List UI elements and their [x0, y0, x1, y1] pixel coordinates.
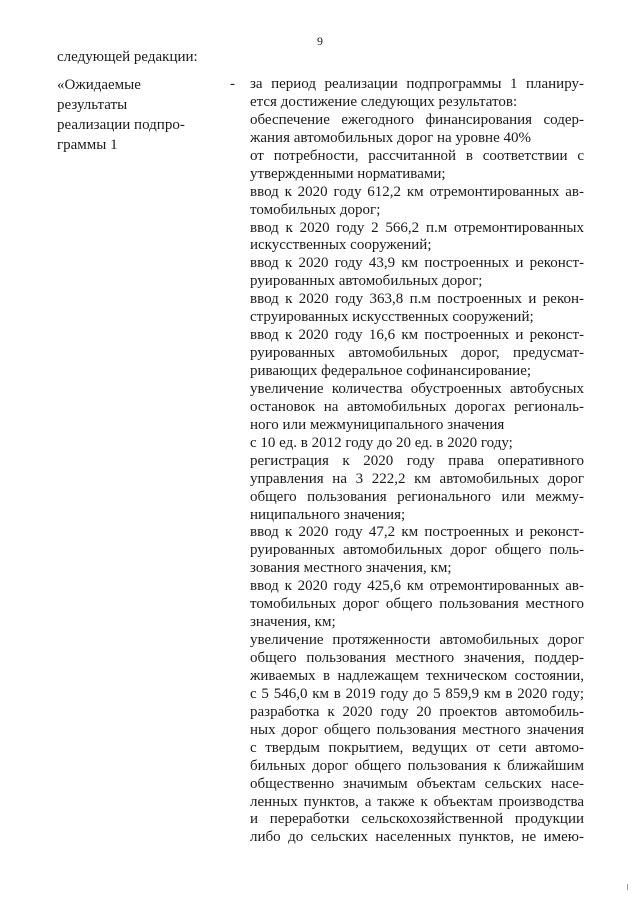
result-line: ется достижение следующих результатов: — [250, 93, 518, 110]
result-line: ного или межмуниципального значения — [250, 416, 505, 433]
result-line: руированных автомобильных дорог; — [250, 273, 483, 290]
result-line: томобильных дорог; — [250, 201, 381, 218]
separator-dash: - — [230, 76, 235, 92]
result-line: ных дорог общего пользования местного значения — [250, 721, 584, 738]
result-line: за период реализации подпрограммы 1 планиру- — [250, 76, 584, 92]
result-line: ввод к 2020 году 43,9 км построенных и реконст- — [250, 255, 584, 272]
result-line: ввод к 2020 году 425,6 км отремонтированных ав- — [250, 578, 584, 595]
result-line: руированных автомобильных дорог, предусмат- — [250, 345, 584, 362]
result-line: и переработки сельскохозяйственной продукции — [250, 811, 584, 828]
result-line: от потребности, рассчитанной в соответствии с — [250, 147, 584, 164]
result-line: ниципального значения; — [250, 506, 406, 523]
section-heading-line: результаты — [57, 97, 128, 113]
result-line: общего пользования регионального или межму- — [250, 488, 584, 505]
result-line: обеспечение ежегодного финансирования содер- — [250, 111, 584, 128]
result-line: остановок на автомобильных дорогах региональ- — [250, 398, 584, 415]
scan-edge-mark — [627, 884, 628, 890]
result-line: ввод к 2020 году 47,2 км построенных и реконст- — [250, 524, 584, 541]
result-line: бильных дорог общего пользования к ближайшим — [250, 757, 584, 774]
result-line: разработка к 2020 году 20 проектов автомобиль- — [250, 703, 584, 720]
result-line: общего пользования местного значения, поддер- — [250, 650, 584, 666]
result-line: увеличение протяженности автомобильных дорог — [250, 632, 584, 649]
result-line: живаемых в надлежащем техническом состоянии, — [250, 667, 584, 684]
section-heading — [57, 75, 197, 155]
result-line: регистрация к 2020 году права оперативного — [250, 452, 584, 469]
result-line: значения, км; — [250, 614, 336, 631]
result-line: утвержденными нормативами; — [250, 165, 446, 182]
result-line: ривающих федеральное софинансирование; — [250, 363, 532, 379]
expected-results-text — [250, 76, 584, 847]
result-line: общественно значимым объектам сельских насе- — [250, 775, 584, 792]
result-line: ввод к 2020 году 16,6 км построенных и реконст- — [250, 327, 584, 344]
result-line: искусственных сооружений; — [250, 237, 432, 254]
section-heading-line: «Ожидаемые — [57, 77, 141, 93]
result-line: ввод к 2020 году 2 566,2 п.м отремонтированных — [250, 219, 584, 236]
result-line: ввод к 2020 году 363,8 п.м построенных и рекон- — [250, 291, 584, 308]
result-line: увеличение количества обустроенных автобусных — [250, 380, 584, 397]
result-line: струированных искусственных сооружений; — [250, 309, 534, 326]
result-line: ленных пунктов, а также к объектам производства — [250, 793, 584, 810]
result-line: управления на 3 222,2 км автомобильных дорог — [250, 470, 584, 487]
result-line: ввод к 2020 году 612,2 км отремонтированных ав- — [250, 183, 584, 200]
result-line: руированных автомобильных дорог общего поль- — [250, 542, 584, 559]
section-heading-line: реализации подпро- — [57, 117, 185, 133]
result-line: зования местного значения, км; — [250, 560, 452, 577]
result-line: жания автомобильных дорог на уровне 40% — [250, 129, 531, 146]
result-line: с 5 546,0 км в 2019 году до 5 859,9 км в 2020 году; — [250, 685, 584, 702]
result-line: либо до сельских населенных пунктов, не имею- — [250, 829, 584, 846]
result-line: с 10 ед. в 2012 году до 20 ед. в 2020 году; — [250, 434, 513, 451]
result-line: с твердым покрытием, ведущих от сети автомо- — [250, 739, 584, 756]
section-heading-line: граммы 1 — [57, 137, 118, 153]
intro-text: следующей редакции: — [57, 49, 198, 65]
page-number: 9 — [317, 34, 323, 48]
result-line: томобильных дорог общего пользования местного — [250, 596, 584, 613]
